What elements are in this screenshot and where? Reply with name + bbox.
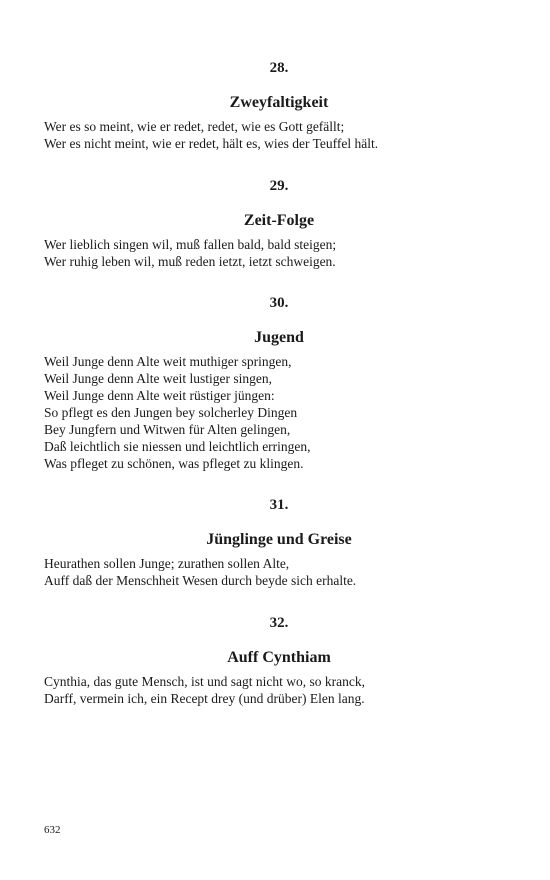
poem-line: Heurathen sollen Junge; zurathen sollen Alte,: [44, 556, 290, 571]
poem-line: Wer ruhig leben wil, muß reden ietzt, ietzt schweigen.: [44, 254, 336, 269]
page-number: 632: [44, 824, 61, 836]
poem-body: [44, 673, 514, 707]
poem-32: [44, 614, 514, 707]
poem-line: Weil Junge denn Alte weit rüstiger jüngen:: [44, 388, 275, 403]
poem-body: [44, 555, 514, 589]
poem-number: 28.: [269, 60, 289, 76]
poem-line: Weil Junge denn Alte weit lustiger singen,: [44, 371, 272, 386]
poem-title: Jünglinge und Greise: [206, 531, 352, 548]
poem-30: [44, 294, 514, 472]
poem-line: Cynthia, das gute Mensch, ist und sagt nicht wo, so kranck,: [44, 674, 365, 689]
poem-line: Wer lieblich singen wil, muß fallen bald, bald steigen;: [44, 237, 337, 252]
poem-line: Darff, vermein ich, ein Recept drey (und drüber) Elen lang.: [44, 691, 365, 706]
poem-31: [44, 496, 514, 589]
poem-body: [44, 236, 514, 270]
poem-title: Auff Cynthiam: [227, 649, 331, 666]
poem-body: [44, 353, 514, 472]
poem-number: 31.: [269, 497, 289, 513]
poem-number: 30.: [269, 295, 289, 311]
poem-line: Daß leichtlich sie niessen und leichtlich erringen,: [44, 439, 311, 454]
poem-body: [44, 118, 514, 152]
poem-line: Was pfleget zu schönen, was pfleget zu klingen.: [44, 456, 304, 471]
poem-line: So pflegt es den Jungen bey solcherley Dingen: [44, 405, 298, 420]
poem-number: 29.: [269, 178, 289, 194]
poem-29: [44, 177, 514, 270]
poem-line: Weil Junge denn Alte weit muthiger springen,: [44, 354, 292, 369]
poem-number: 32.: [269, 615, 289, 631]
poem-line: Bey Jungfern und Witwen für Alten gelingen,: [44, 422, 291, 437]
poem-line: Wer es nicht meint, wie er redet, hält es, wies der Teuffel hält.: [44, 136, 379, 151]
poem-line: Wer es so meint, wie er redet, redet, wie es Gott gefällt;: [44, 119, 345, 134]
poem-title: Zweyfaltigkeit: [229, 94, 329, 111]
poem-title: Jugend: [254, 329, 304, 346]
poem-line: Auff daß der Menschheit Wesen durch beyde sich erhalte.: [44, 573, 357, 588]
poem-title: Zeit-Folge: [243, 212, 315, 229]
poem-28: [44, 59, 514, 152]
